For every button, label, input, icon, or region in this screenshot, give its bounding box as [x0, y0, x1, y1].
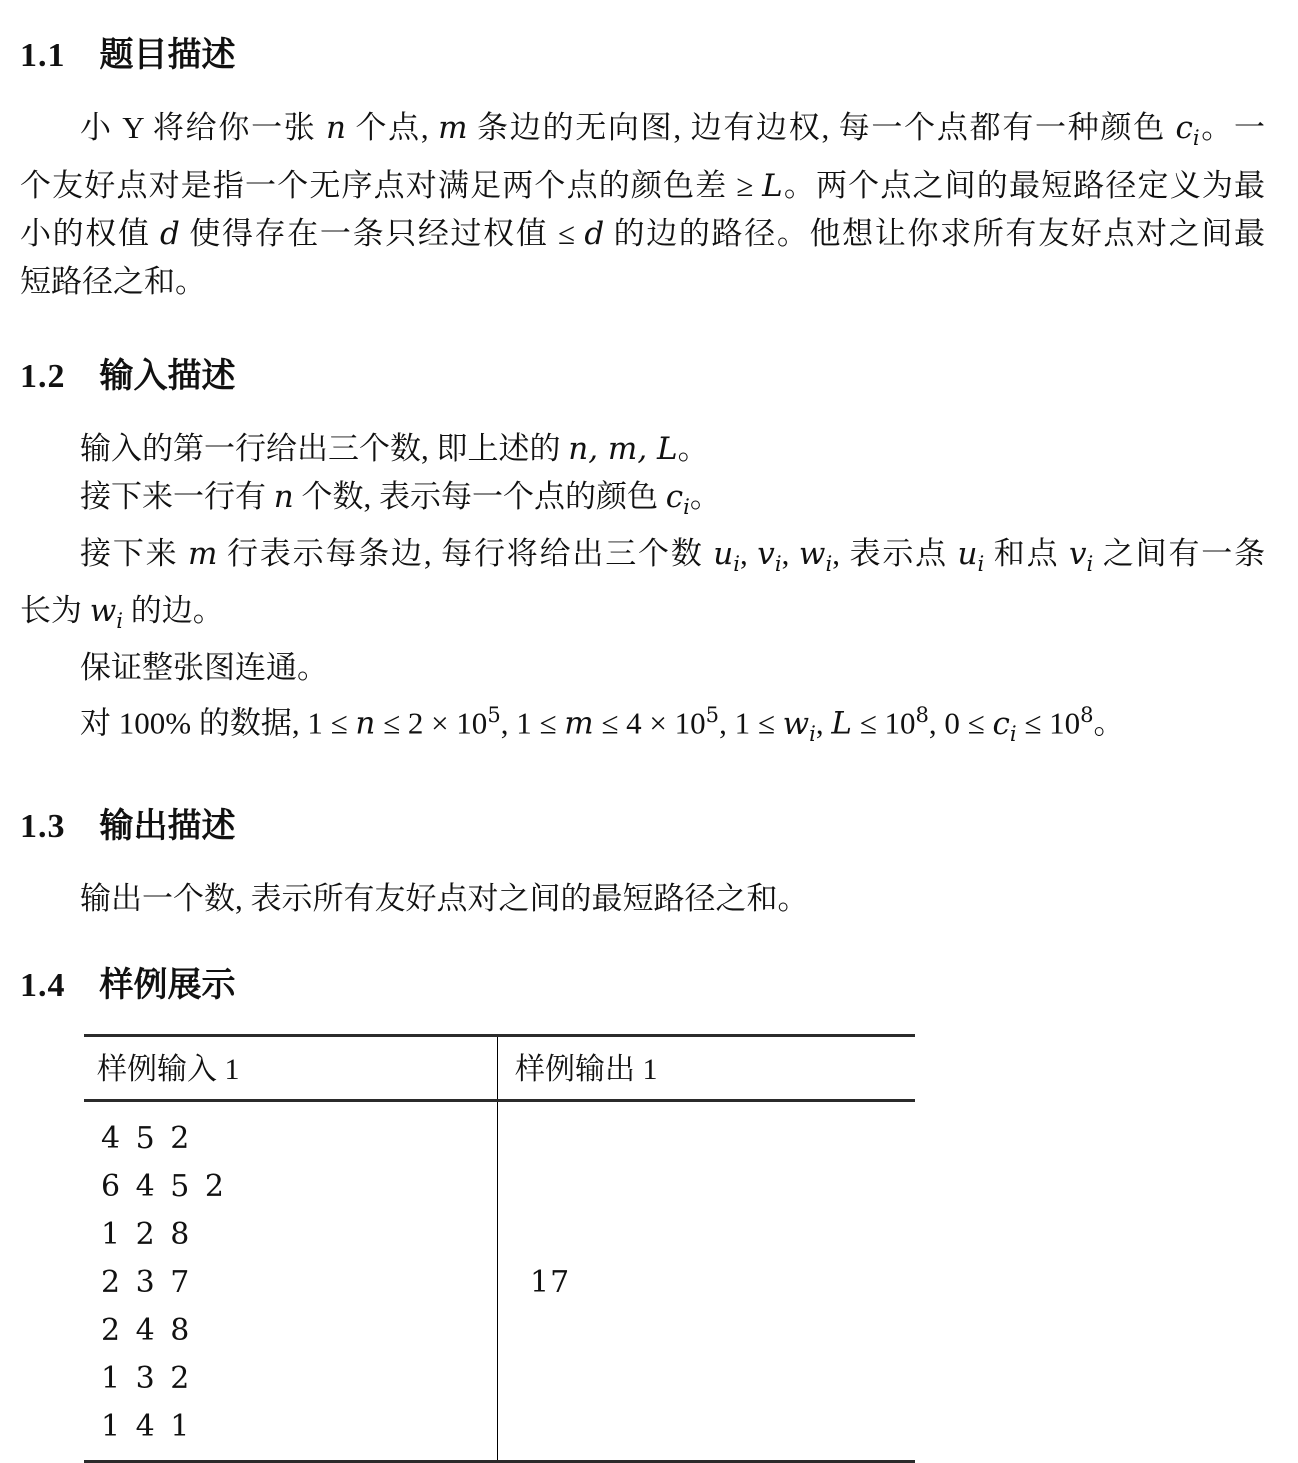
input-description-paragraph: [20, 425, 1265, 757]
section-title: 输出描述: [99, 807, 236, 845]
sample-table-header-row: [84, 1037, 915, 1102]
section-number: 1.2: [20, 357, 66, 395]
paragraph-line: 输入的第一行给出三个数, 即上述的 n, m, L。: [80, 430, 709, 467]
sample-table-body: [84, 1102, 915, 1460]
sample-input-cell: [84, 1102, 498, 1460]
paragraph-line: 长为 $w_i$ 的边。: [20, 593, 224, 634]
problem-document: [20, 36, 1265, 1463]
sample-input-line: 1 3 2: [101, 1360, 191, 1396]
sample-output-cell: [498, 1102, 915, 1460]
sample-input-line: 1 2 8: [101, 1216, 191, 1252]
sample-output-header: 样例输出 1: [515, 1053, 658, 1087]
sample-input-line: 2 4 8: [101, 1312, 191, 1348]
sample-input-line: 2 3 7: [101, 1264, 191, 1300]
paragraph-line: 对 100% 的数据, $1 \le n \le 2 \times 10^5$, $1 \le m \le 4 \times 10^5$, $1 \le w_i$, $L \le 10^8$, $0 \le c_i \le 10^8$。: [80, 702, 1125, 746]
section-number: 1.1: [20, 37, 66, 75]
sample-input-line: 6 4 5 2: [101, 1168, 225, 1204]
section-heading-output-description: [20, 807, 1265, 847]
section-number: 1.3: [20, 807, 66, 845]
section-heading-sample-display: [20, 966, 1265, 1006]
paragraph-line: 小的权值 d 使得存在一条只经过权值 ≤ d 的边的路径。他想让你求所有友好点对之间最: [20, 215, 1266, 252]
section-title: 输入描述: [99, 357, 236, 395]
section-heading-input-description: [20, 357, 1265, 397]
sample-output-value: 17: [530, 1264, 571, 1300]
paragraph-line: 接下来 m 行表示每条边, 每行将给出三个数 $u_i$, $v_i$, $w_i$, 表示点 $u_i$ 和点 $v_i$ 之间有一条: [80, 536, 1266, 577]
paragraph-line: 输出一个数, 表示所有友好点对之间的最短路径之和。: [80, 881, 809, 917]
section-number: 1.4: [20, 967, 66, 1005]
section-heading-problem-description: [20, 36, 1265, 76]
sample-input-line: 1 4 1: [101, 1408, 191, 1444]
sample-table: [84, 1034, 915, 1463]
sample-input-line: 4 5 2: [101, 1120, 191, 1156]
paragraph-line: 小 Y 将给你一张 n 个点, m 条边的无向图, 边有边权, 每一个点都有一种颜色 $c_i$。一: [80, 110, 1266, 151]
problem-description-paragraph: [20, 104, 1265, 304]
section-title: 样例展示: [99, 967, 236, 1005]
paragraph-line: 接下来一行有 n 个数, 表示每一个点的颜色 $c_i$。: [80, 478, 721, 520]
paragraph-line: 短路径之和。: [20, 263, 206, 299]
paragraph-line: 个友好点对是指一个无序点对满足两个点的颜色差 ≥ L。两个点之间的最短路径定义为最: [20, 167, 1265, 204]
section-title: 题目描述: [99, 37, 236, 75]
paragraph-line: 保证整张图连通。: [80, 650, 328, 686]
output-description-paragraph: [20, 875, 1265, 922]
sample-input-header: 样例输入 1: [84, 1037, 498, 1099]
